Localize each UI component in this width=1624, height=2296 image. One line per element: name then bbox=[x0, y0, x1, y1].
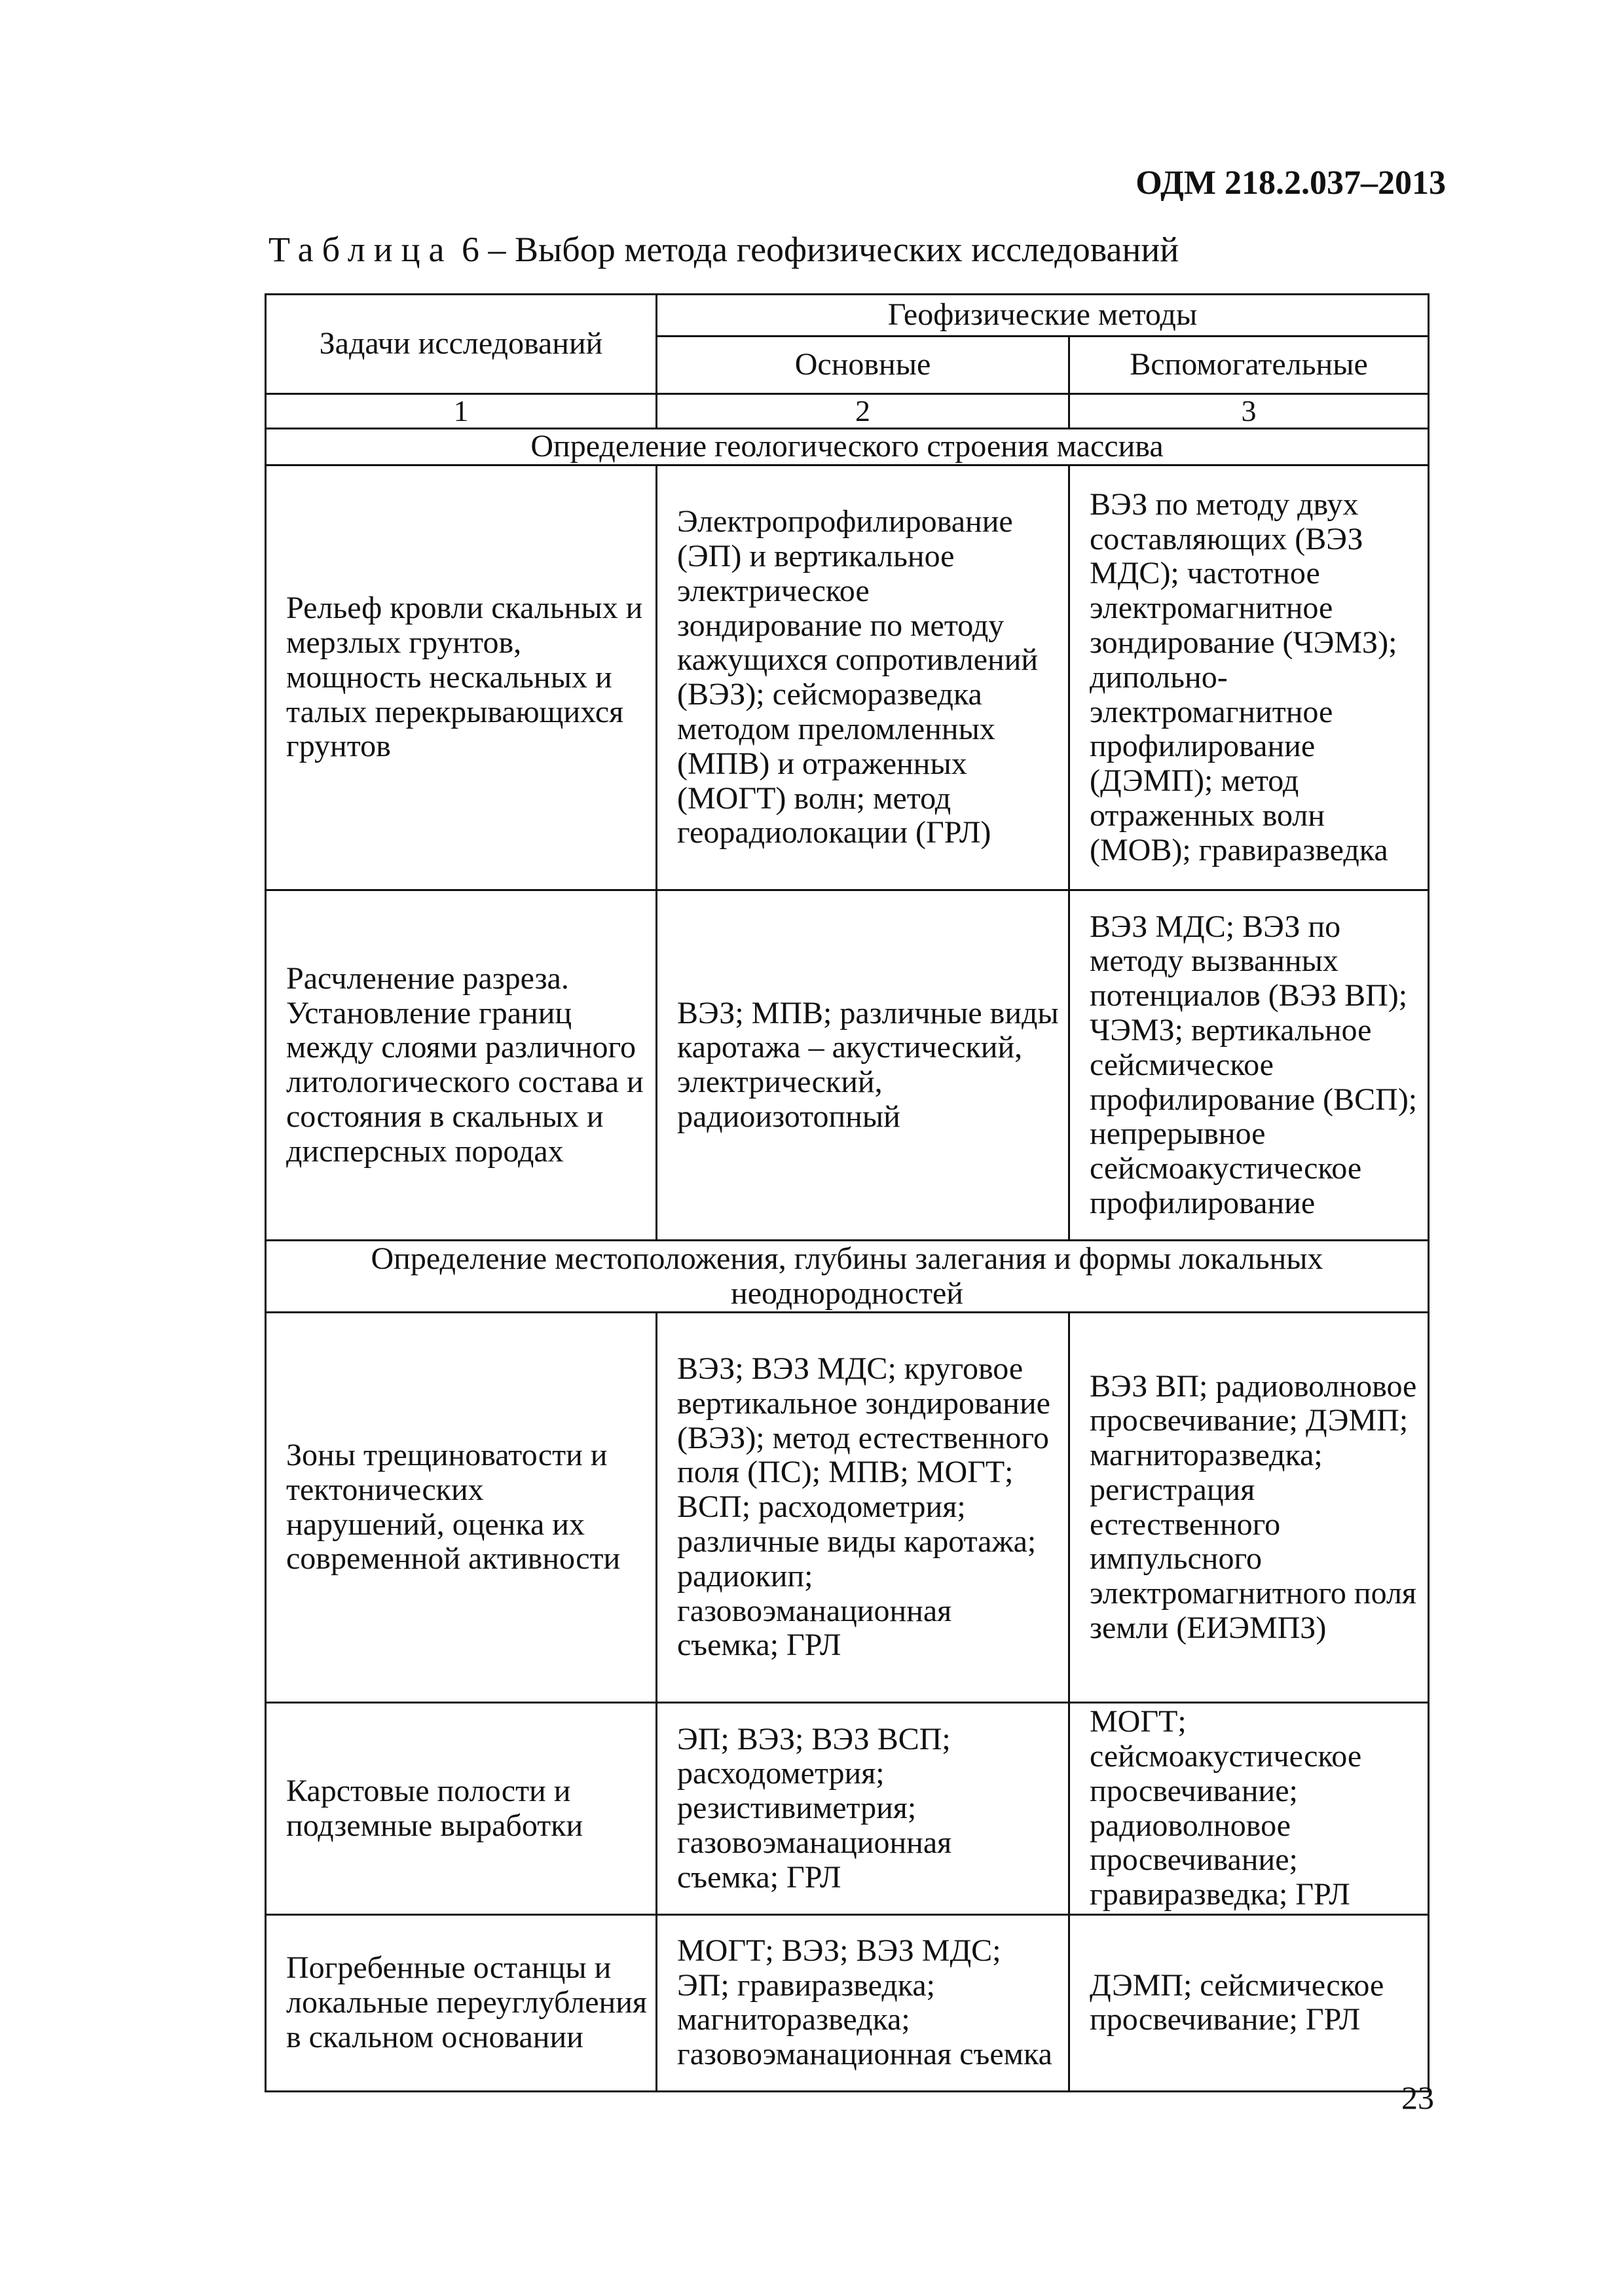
table-row bbox=[266, 1313, 1429, 1703]
main-methods-cell: Электропрофилирование (ЭП) и вертикальное электрическое зондирование по методу кажущихся сопротивлений (ВЭЗ); сейсморазведка методом преломленных (МПВ) и отраженных (МОГТ) волн; метод георадиолокации (ГРЛ) bbox=[657, 465, 1069, 890]
task-cell: Расчленение разреза. Установление границ между слоями различного литологического состава и состояния в скальных и дисперсных породах bbox=[266, 890, 657, 1241]
page-number: 23 bbox=[1401, 2079, 1434, 2116]
section-row bbox=[266, 429, 1429, 465]
section-title: Определение геологического строения массива bbox=[266, 429, 1429, 465]
section-title: Определение местоположения, глубины залегания и формы локальных неоднородностей bbox=[266, 1241, 1429, 1313]
header-row bbox=[266, 295, 1429, 337]
aux-methods-cell: ВЭЗ МДС; ВЭЗ по методу вызванных потенциалов (ВЭЗ ВП); ЧЭМЗ; вертикальное сейсмическое профилирование (ВСП); непрерывное сейсмоакустическое профилирование bbox=[1069, 890, 1429, 1241]
col-group-header: Геофизические методы bbox=[657, 295, 1429, 337]
task-cell: Зоны трещиноватости и тектонических нарушений, оценка их современной активности bbox=[266, 1313, 657, 1703]
section-row bbox=[266, 1241, 1429, 1313]
main-methods-cell: МОГТ; ВЭЗ; ВЭЗ МДС; ЭП; гравиразведка; магниторазведка; газовоэманационная съемка bbox=[657, 1914, 1069, 2091]
column-numbers-row bbox=[266, 393, 1429, 429]
task-cell: Погребенные останцы и локальные переуглубления в скальном основании bbox=[266, 1914, 657, 2091]
table-row bbox=[266, 1703, 1429, 1915]
document-code: ОДМ 218.2.037–2013 bbox=[1135, 164, 1446, 202]
table-caption bbox=[268, 229, 1179, 270]
table-caption-text: 6 – Выбор метода геофизических исследований bbox=[452, 230, 1179, 269]
aux-methods-cell: ВЭЗ ВП; радиоволновое просвечивание; ДЭМП; магниторазведка; регистрация естественного импульсного электромагнитного поля земли (ЕИЭМПЗ) bbox=[1069, 1313, 1429, 1703]
table-row bbox=[266, 890, 1429, 1241]
table-row bbox=[266, 1914, 1429, 2091]
column-number: 2 bbox=[657, 393, 1069, 429]
methods-table bbox=[265, 293, 1430, 2092]
task-cell: Рельеф кровли скальных и мерзлых грунтов, мощность нескальных и талых перекрывающихся грунтов bbox=[266, 465, 657, 890]
main-methods-cell: ВЭЗ; МПВ; различные виды каротажа – акустический, электрический, радиоизотопный bbox=[657, 890, 1069, 1241]
col-main-header: Основные bbox=[657, 336, 1069, 393]
column-number: 1 bbox=[266, 393, 657, 429]
aux-methods-cell: ВЭЗ по методу двух составляющих (ВЭЗ МДС); частотное электромагнитное зондирование (ЧЭМЗ); дипольно-электромагнитное профилирование (ДЭМП); метод отраженных волн (МОВ); гравиразведка bbox=[1069, 465, 1429, 890]
aux-methods-cell: ДЭМП; сейсмическое просвечивание; ГРЛ bbox=[1069, 1914, 1429, 2091]
table-caption-label: Таблица bbox=[268, 230, 453, 269]
main-methods-cell: ЭП; ВЭЗ; ВЭЗ ВСП; расходометрия; резистивиметрия; газовоэманационная съемка; ГРЛ bbox=[657, 1703, 1069, 1915]
col-aux-header: Вспомогательные bbox=[1069, 336, 1429, 393]
table-row bbox=[266, 465, 1429, 890]
task-cell: Карстовые полости и подземные выработки bbox=[266, 1703, 657, 1915]
aux-methods-cell: МОГТ; сейсмоакустическое просвечивание; радиоволновое просвечивание; гравиразведка; ГРЛ bbox=[1069, 1703, 1429, 1915]
column-number: 3 bbox=[1069, 393, 1429, 429]
col-tasks-header: Задачи исследований bbox=[266, 295, 657, 394]
main-methods-cell: ВЭЗ; ВЭЗ МДС; круговое вертикальное зондирование (ВЭЗ); метод естественного поля (ПС); МПВ; МОГТ; ВСП; расходометрия; различные виды каротажа; радиокип; газовоэманационная съемка; ГРЛ bbox=[657, 1313, 1069, 1703]
